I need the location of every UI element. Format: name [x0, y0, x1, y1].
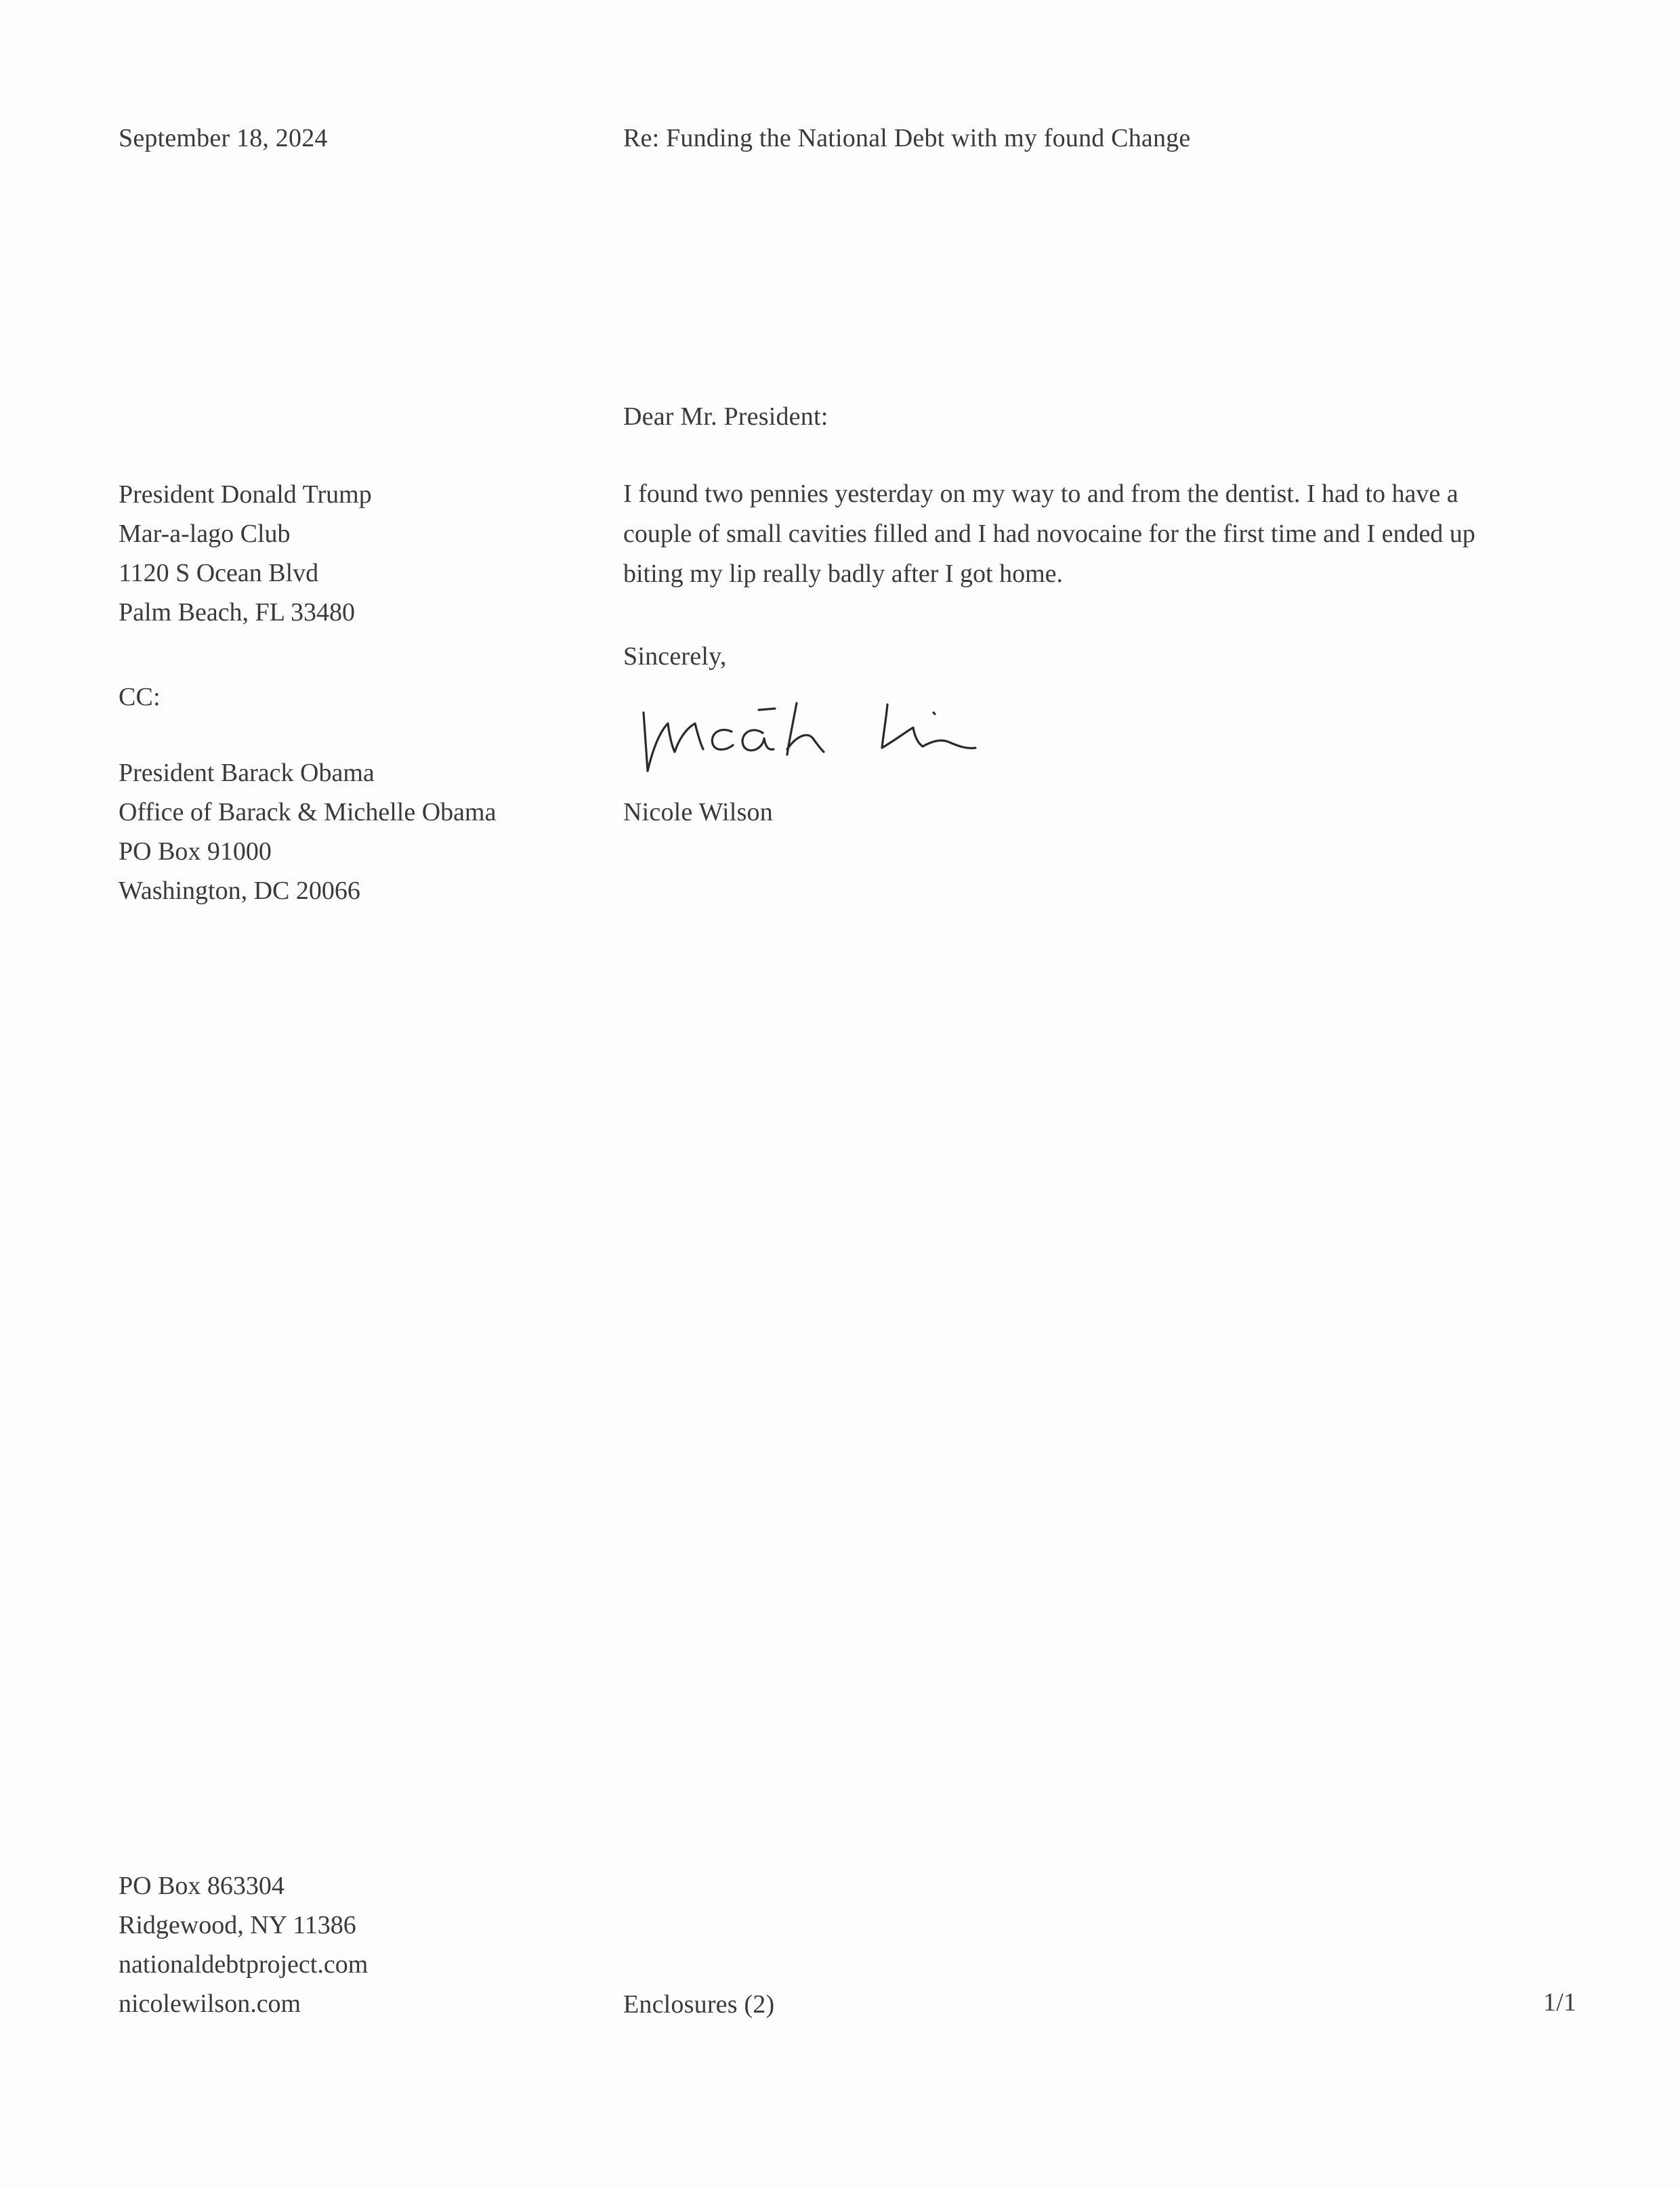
enclosures-note: Enclosures (2) — [623, 1990, 775, 2019]
recipient-line: Palm Beach, FL 33480 — [119, 598, 355, 627]
recipient-line: 1120 S Ocean Blvd — [119, 559, 319, 587]
closing: Sincerely, — [623, 642, 727, 671]
body-line: couple of small cavities filled and I had novocaine for the first time and I ended up — [623, 520, 1475, 548]
recipient-line: President Donald Trump — [119, 480, 372, 509]
cc-line: Washington, DC 20066 — [119, 877, 360, 905]
footer-link-project: nationaldebtproject.com — [119, 1950, 369, 1979]
letter-subject: Re: Funding the National Debt with my found Change — [623, 124, 1191, 152]
cc-label: CC: — [119, 683, 161, 711]
footer-line: PO Box 863304 — [119, 1872, 285, 1900]
handwritten-signature — [630, 684, 996, 786]
cc-line: President Barack Obama — [119, 759, 375, 787]
cc-line: Office of Barack & Michelle Obama — [119, 798, 497, 826]
recipient-line: Mar-a-lago Club — [119, 520, 291, 548]
footer-link-personal: nicolewilson.com — [119, 1990, 301, 2018]
cc-line: PO Box 91000 — [119, 837, 272, 866]
letter-body — [623, 474, 1572, 594]
footer-line: Ridgewood, NY 11386 — [119, 1911, 356, 1939]
cc-address — [119, 753, 496, 910]
letter-date: September 18, 2024 — [119, 124, 328, 152]
salutation: Dear Mr. President: — [623, 402, 828, 431]
signer-name: Nicole Wilson — [623, 798, 773, 826]
body-line: I found two pennies yesterday on my way to and from the dentist. I had to have a — [623, 480, 1458, 508]
body-line: biting my lip really badly after I got home. — [623, 560, 1064, 588]
sender-footer — [119, 1866, 368, 2023]
page-number: 1/1 — [1543, 1988, 1577, 2017]
recipient-address — [119, 475, 372, 632]
